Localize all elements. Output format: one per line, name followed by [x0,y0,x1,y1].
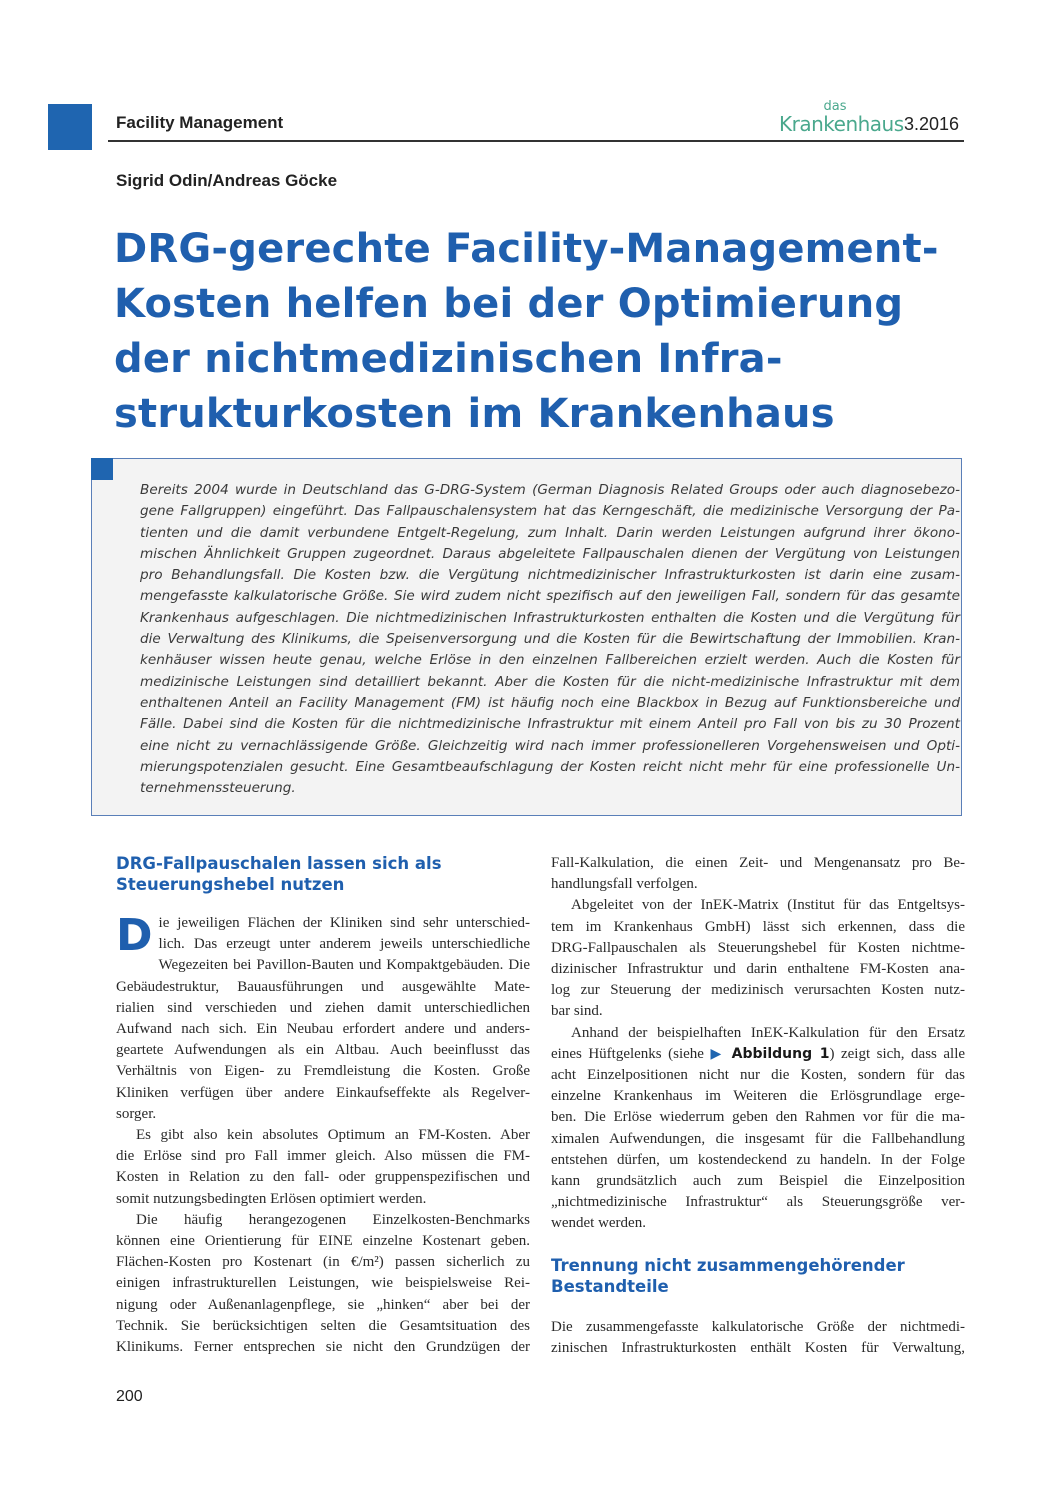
paragraph-cont [116,1146,530,1210]
text-line: wendet werden. [551,1215,646,1232]
text-line: ben. Die Erlöse wiederrum geben den Rahmen vor für die ma- [551,1109,965,1126]
text-line: ximalen Aufwendungen, die insgesamt für die Fallbehandlung [551,1130,965,1147]
abstract-corner-mark [91,458,113,480]
text-line: acht Einzelpositionen nicht nur die Kosten, sondern für das [551,1067,965,1084]
abstract-line: mischen Ähnlichkeit Gruppen zugeordnet. Daraus abgeleitete Fallpauschalen dienen der Vergütung von Leistungen [140,545,960,562]
abstract-line: tienten und die damit verbundene Entgelt-Regelung, zum Inhalt. Darin werden Leistungen aufgrund ihrer ökono- [140,524,960,541]
text-line: Fall-Kalkulation, die einen Zeit- und Mengenansatz pro Be- [551,855,965,871]
magazine-logo-small: das [823,99,847,114]
text-line: Die häufig herangezogenen Einzelkosten-Benchmarks [136,1211,530,1228]
abstract-line: eine nicht zu vernachlässigende Größe. Gleichzeitig wird nach immer professionelleren Vorgehensweisen und Opti- [140,737,960,754]
abstract-line: Bereits 2004 wurde in Deutschland das G-DRG-System (German Diagnosis Related Groups oder auch diagnosebezo- [140,482,960,498]
magazine-logo-big: Krankenhaus [779,112,904,136]
text-line: log zur Steuerung der medizinisch verursachten Kosten nutz- [551,982,965,999]
text-line: nigung oder Außenanlagenpflege, sie „hinken“ aber bei der [116,1296,530,1313]
text-line: somit nutzungsbedingten Erlösen optimiert werden. [116,1190,427,1207]
text-line: einzelne Krankenhaus im Weiteren die Erlösgrundlage erge- [551,1088,965,1105]
text-line: Kosten in Relation zu den fall- oder gruppenspezifischen und [116,1169,530,1186]
issue-number: 3.2016 [904,114,960,134]
text-line: Aufwand nach sich. Ein Neubau erfordert andere und anders- [116,1021,530,1038]
abstract-line: ternehmenssteuerung. [140,780,296,797]
text-line: handlungsfall verfolgen. [551,876,698,893]
text-line: sorger. [116,1105,157,1122]
abstract-line: Fälle. Dabei sind die Kosten für die nichtmedizinische Infrastruktur mit einem Anteil pro Fall von bis zu 30 Prozent [140,716,960,733]
title-line: der nichtmedizinischen Infra- [114,336,783,382]
heading-line: Steuerungshebel nutzen [116,875,345,894]
title-line: DRG-gerechte Facility-Management- [114,226,939,272]
text-line: „nichtmedizinische Infrastruktur“ als Steuerungsgröße ver- [551,1194,965,1211]
abstract-line: kenhäuser wissen heute genau, welche Erlöse in den einzelnen Fallbereichen erzielt werden. Auch die Kosten für [140,652,960,669]
text-line: geartete Aufwendungen als ein Altbau. Auch beeinflusst das [116,1042,530,1059]
triangle-right-icon: ▶ [710,1045,724,1062]
paragraph-cont [551,853,965,895]
figure-reference-link[interactable] [710,1046,829,1062]
left-column-heading [116,853,530,895]
text-line: Abgeleitet von der InEK-Matrix (Institut für das Entgeltsys- [571,897,965,914]
section-label: Facility Management [116,113,284,132]
magazine-logo [779,99,904,140]
title-line: strukturkosten im Krankenhaus [114,391,835,437]
text-line: Kliniken verfügen über andere Einkaufseffekte als Regelver- [116,1084,530,1101]
figure-reference-label: Abbildung 1 [731,1045,830,1062]
text-line: lich. Das erzeugt unter anderem jeweils unterschiedliche [158,936,530,953]
paragraph-cont [551,1044,965,1235]
text-line: ie jeweiligen Flächen der Kliniken sind sehr unterschied- [158,915,530,931]
text-line: Die zusammengefasste kalkulatorische Größe der nichtmedi- [551,1318,965,1335]
heading-line: Bestandteile [551,1276,669,1296]
text-line: Klinikums. Ferner entsprechen sie nicht den Grundzügen der [116,1339,530,1356]
abstract-line: enthaltenen Anteil an Facility Management (FM) ist häufig noch eine Blackbox in Bezug auf Funktionsbereiche und [140,694,960,711]
text-line: Gebäudestruktur, Bauausführungen und ausgewählte Mate- [116,978,530,995]
left-column [116,853,530,1358]
paragraph [551,895,965,916]
text-line: Wegezeiten bei Pavillon-Bauten und Kompaktgebäuden. Die [158,957,530,974]
drop-cap: D [116,910,153,961]
paragraph [116,1125,530,1146]
abstract-line: die Verwaltung des Klinikums, die Speisenversorgung und die Kosten für die Bewirtschaftung der Immobilien. Kran- [140,631,960,648]
text-line: einigen infrastrukturellen Leistungen, wie beispielsweise Rei- [116,1275,530,1292]
text-line: können eine Orientierung für EINE einzelne Kostenart geben. [116,1233,530,1250]
abstract-line: medizinische Leistungen sind detailliert bekannt. Aber die Kosten für die nicht-medizinische Infrastruktur mit dem [140,673,960,690]
article-authors: Sigrid Odin/Andreas Göcke [116,171,338,190]
paragraph-cont [551,917,965,1023]
paragraph [116,910,530,1125]
text-line: DRG-Fallpauschalen als Steuerungshebel für Kosten nichtme- [551,939,965,956]
text-line: Es gibt also kein absolutes Optimum an FM-Kosten. Aber [136,1127,530,1144]
abstract-text [140,480,960,799]
abstract-line: pro Behandlungsfall. Die Kosten bzw. die Vergütung nichtmedizinischer Infrastrukturkosten ist darin eine zusam- [140,567,960,584]
abstract-line: mierungspotenzialen gesucht. Eine Gesamtbeaufschlagung der Kosten reicht nicht mehr für eine professionelle Un- [140,758,960,775]
paragraph-cont [116,1231,530,1358]
heading-line: Trennung nicht zusammengehörender [551,1255,905,1275]
page-number: 200 [116,1388,143,1405]
paragraph [116,1210,530,1231]
right-column-heading [551,1255,965,1297]
text-line: kann grundsätzlich auch zum Beispiel die Einzelposition [551,1173,965,1190]
right-column [551,853,965,1359]
text-line: zinischen Infrastrukturkosten enthält Kosten für Verwaltung, [551,1339,965,1356]
text-line: Flächen-Kosten pro Kostenart (in €/m²) passen sicherlich zu [116,1254,530,1271]
paragraph [551,1023,965,1044]
heading-line: DRG-Fallpauschalen lassen sich als [116,854,442,873]
text-line: bar sind. [551,1003,603,1020]
text-line-with-figure-ref [551,1044,965,1065]
title-line: Kosten helfen bei der Optimierung [114,281,904,327]
text-fragment: eines Hüftgelenks (siehe [551,1045,711,1062]
abstract-line: gene Fallgruppen) eingeführt. Das Fallpauschalensystem hat das Kerngeschäft, die medizinische Versorgung der Pa- [140,503,960,520]
text-fragment: ) zeigt sich, dass alle [829,1045,966,1062]
text-line: entstehen dürfen, um kostendeckend zu handeln. In der Folge [551,1151,965,1168]
abstract-line: mengefasste kalkulatorische Größe. Sie wird zudem nicht spezifisch auf den jeweiligen Fall, sondern für das gesamte [140,588,960,605]
text-line: Technik. Sie berücksichtigen selten die Gesamtsituation des [116,1317,530,1334]
header-rule [108,140,964,142]
article-title [114,222,974,442]
text-line: Anhand der beispielhaften InEK-Kalkulation für den Ersatz [571,1024,965,1041]
text-line: dizinischer Infrastruktur und darin enthaltene FM-Kosten ana- [551,961,965,978]
text-line: tem im Krankenhaus GmbH) lässt sich erkennen, dass die [551,918,965,935]
paragraph [551,1317,965,1359]
text-line: Verhältnis von Eigen- zu Fremdleistung die Kosten. Große [116,1063,530,1080]
text-line: rialien sind verschieden und ziehen damit unterschiedlichen [116,999,530,1016]
text-line: die Erlöse sind pro Fall immer gleich. Also müssen die FM- [116,1148,530,1165]
abstract-line: Krankenhaus aufgeschlagen. Die nichtmedizinischen Infrastrukturkosten enthalten die Kosten und die Vergütung für [140,609,960,626]
section-color-block [48,104,92,150]
